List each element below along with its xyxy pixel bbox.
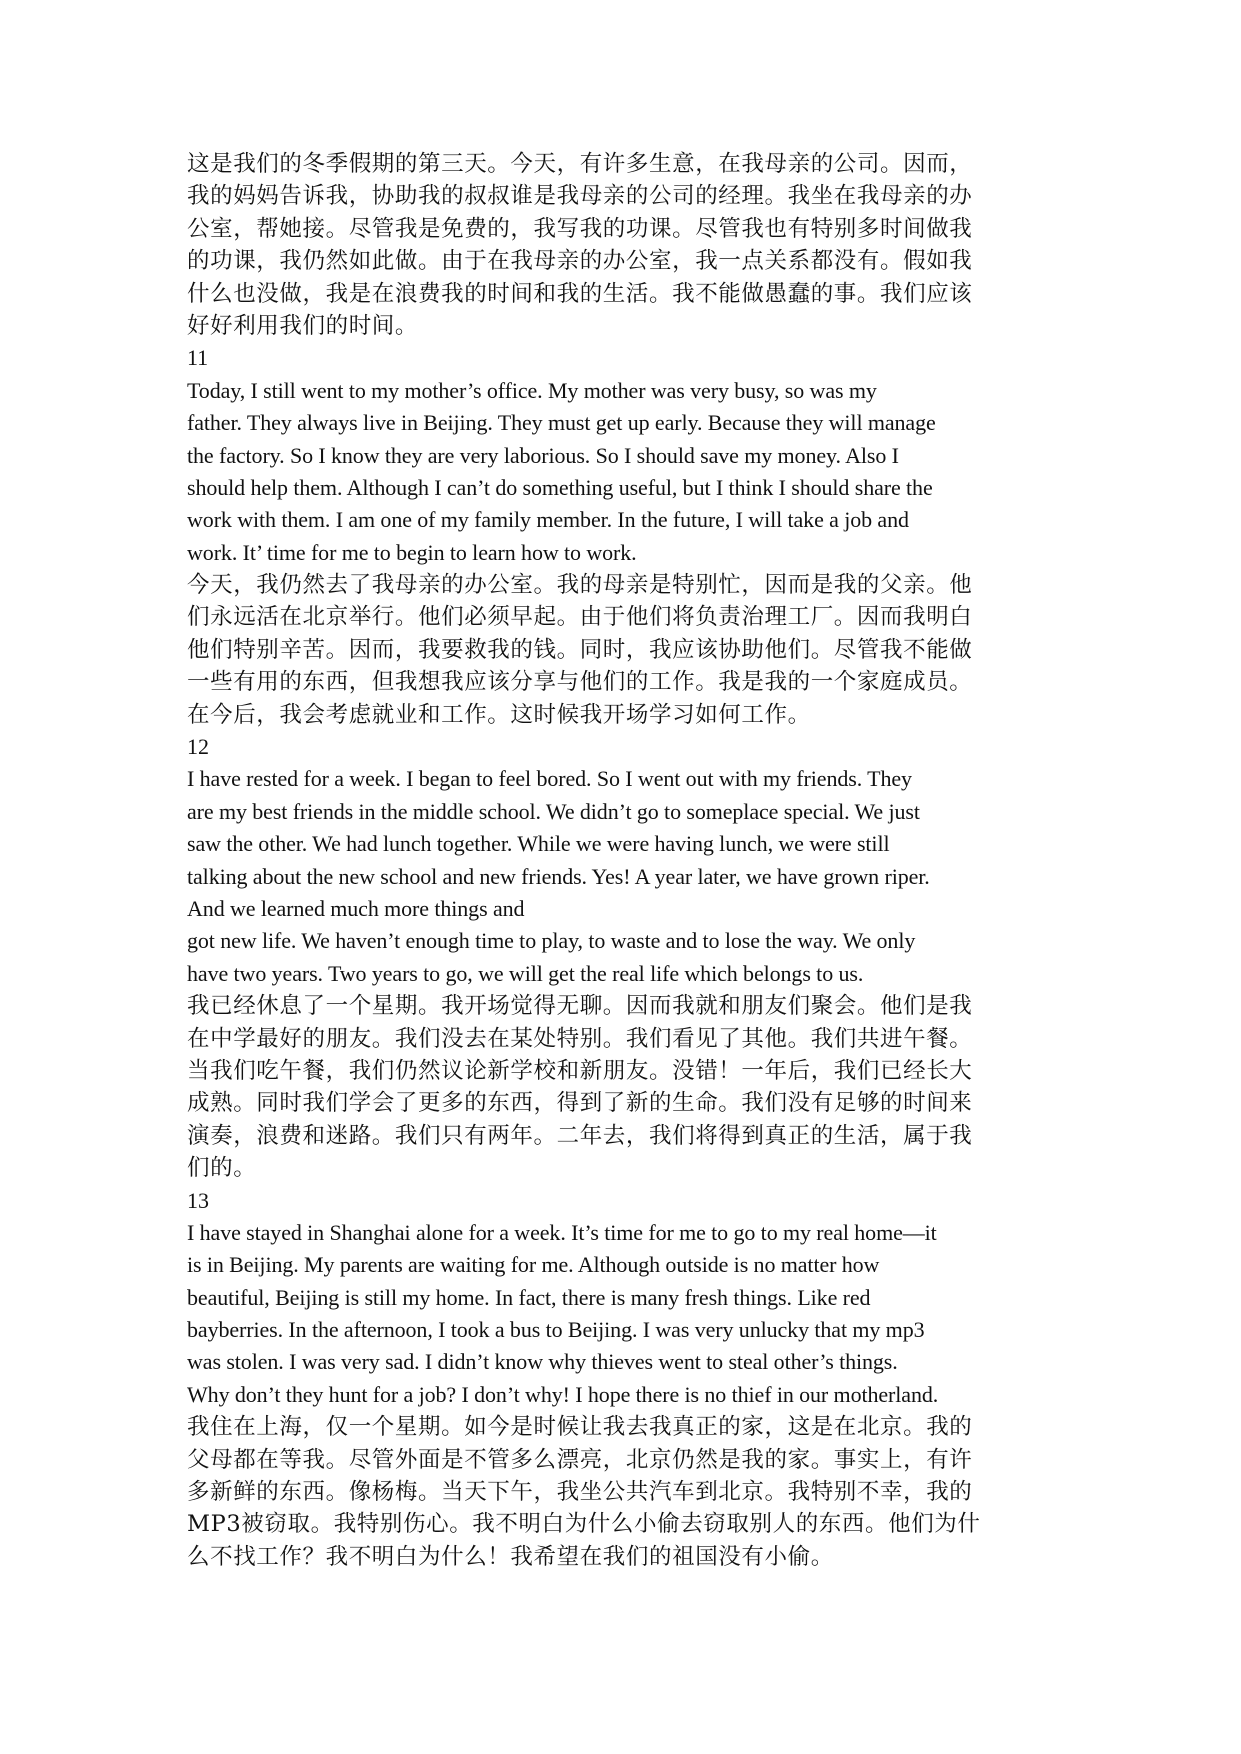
entry-number: 13 — [187, 1187, 209, 1213]
text-line: 我住在上海，仅一个星期。如今是时候让我去我真正的家，这是在北京。我的 — [187, 1414, 973, 1441]
text-line: 这是我们的冬季假期的第三天。今天，有许多生意，在我母亲的公司。因而， — [187, 151, 973, 177]
text-line: work. It’ time for me to begin to learn how to work. — [187, 539, 637, 565]
text-line: saw the other. We had lunch together. While we were having lunch, we were still — [187, 831, 890, 857]
text-line: got new life. We haven’t enough time to play, to waste and to lose the way. We only — [187, 928, 916, 954]
text-line: 成熟。同时我们学会了更多的东西，得到了新的生命。我们没有足够的时间来 — [187, 1090, 973, 1117]
text-line: I have stayed in Shanghai alone for a week. It’s time for me to go to my real home—it — [187, 1219, 937, 1245]
text-line: was stolen. I was very sad. I didn’t know why thieves went to steal other’s things. — [187, 1349, 898, 1375]
text-line: 我的妈妈告诉我，协助我的叔叔谁是我母亲的公司的经理。我坐在我母亲的办 — [187, 183, 973, 210]
text-line: 演奏，浪费和迷路。我们只有两年。二年去，我们将得到真正的生活，属于我 — [187, 1122, 973, 1149]
text-line: father. They always live in Beijing. They must get up early. Because they will manage — [187, 410, 936, 436]
text-line: bayberries. In the afternoon, I took a bus to Beijing. I was very unlucky that my mp3 — [187, 1317, 925, 1343]
text-line: 什么也没做，我是在浪费我的时间和我的生活。我不能做愚蠢的事。我们应该 — [187, 280, 973, 307]
text-line: 在今后，我会考虑就业和工作。这时候我开场学习如何工作。 — [187, 701, 811, 728]
text-line: have two years. Two years to go, we will get the real life which belongs to us. — [187, 960, 864, 986]
text-line: I have rested for a week. I began to feel bored. So I went out with my friends. They — [187, 766, 912, 792]
text-line: beautiful, Beijing is still my home. In fact, there is many fresh things. Like red — [187, 1284, 871, 1310]
text-line: should help them. Although I can’t do something useful, but I think I should share the — [187, 474, 933, 500]
text-line: is in Beijing. My parents are waiting for me. Although outside is no matter how — [187, 1252, 880, 1278]
text-line: work with them. I am one of my family member. In the future, I will take a job and — [187, 507, 909, 533]
text-line: 们永远活在北京举行。他们必须早起。由于他们将负责治理工厂。因而我明白 — [187, 604, 973, 631]
text-line: 的功课，我仍然如此做。由于在我母亲的办公室，我一点关系都没有。假如我 — [187, 248, 973, 275]
text-line: Why don’t they hunt for a job? I don’t why! I hope there is no thief in our motherland. — [187, 1381, 939, 1407]
text-line: 当我们吃午餐，我们仍然议论新学校和新朋友。没错！一年后，我们已经长大 — [187, 1057, 973, 1084]
text-line: Today, I still went to my mother’s office. My mother was very busy, so was my — [187, 377, 877, 403]
text-line: 父母都在等我。尽管外面是不管多么漂亮，北京仍然是我的家。事实上，有许 — [187, 1446, 973, 1473]
text-line: 在中学最好的朋友。我们没去在某处特别。我们看见了其他。我们共进午餐。 — [187, 1025, 973, 1052]
text-line: 我已经休息了一个星期。我开场觉得无聊。因而我就和朋友们聚会。他们是我 — [187, 993, 973, 1020]
text-line: 公室，帮她接。尽管我是免费的，我写我的功课。尽管我也有特别多时间做我 — [187, 215, 973, 242]
text-line: MP3被窃取。我特别伤心。我不明白为什么小偷去窃取别人的东西。他们为什 — [187, 1511, 981, 1538]
text-line: 他们特别辛苦。因而，我要救我的钱。同时，我应该协助他们。尽管我不能做 — [187, 636, 973, 663]
text-line: 么不找工作？我不明白为什么！我希望在我们的祖国没有小偷。 — [187, 1543, 834, 1570]
entry-number: 12 — [187, 734, 209, 760]
text-line: 一些有用的东西，但我想我应该分享与他们的工作。我是我的一个家庭成员。 — [187, 669, 973, 696]
text-line: 好好利用我们的时间。 — [187, 312, 419, 339]
text-line: 多新鲜的东西。像杨梅。当天下午，我坐公共汽车到北京。我特别不幸，我的 — [187, 1479, 973, 1506]
text-line: the factory. So I know they are very laborious. So I should save my money. Also I — [187, 442, 899, 468]
text-line: are my best friends in the middle school. We didn’t go to someplace special. We just — [187, 798, 920, 824]
text-line: And we learned much more things and — [187, 895, 525, 921]
text-line: 们的。 — [187, 1155, 257, 1182]
text-line: talking about the new school and new friends. Yes! A year later, we have grown riper. — [187, 863, 930, 889]
document-body — [187, 148, 1057, 1573]
entry-number: 11 — [187, 345, 209, 371]
text-line: 今天，我仍然去了我母亲的办公室。我的母亲是特别忙，因而是我的父亲。他 — [187, 572, 973, 599]
